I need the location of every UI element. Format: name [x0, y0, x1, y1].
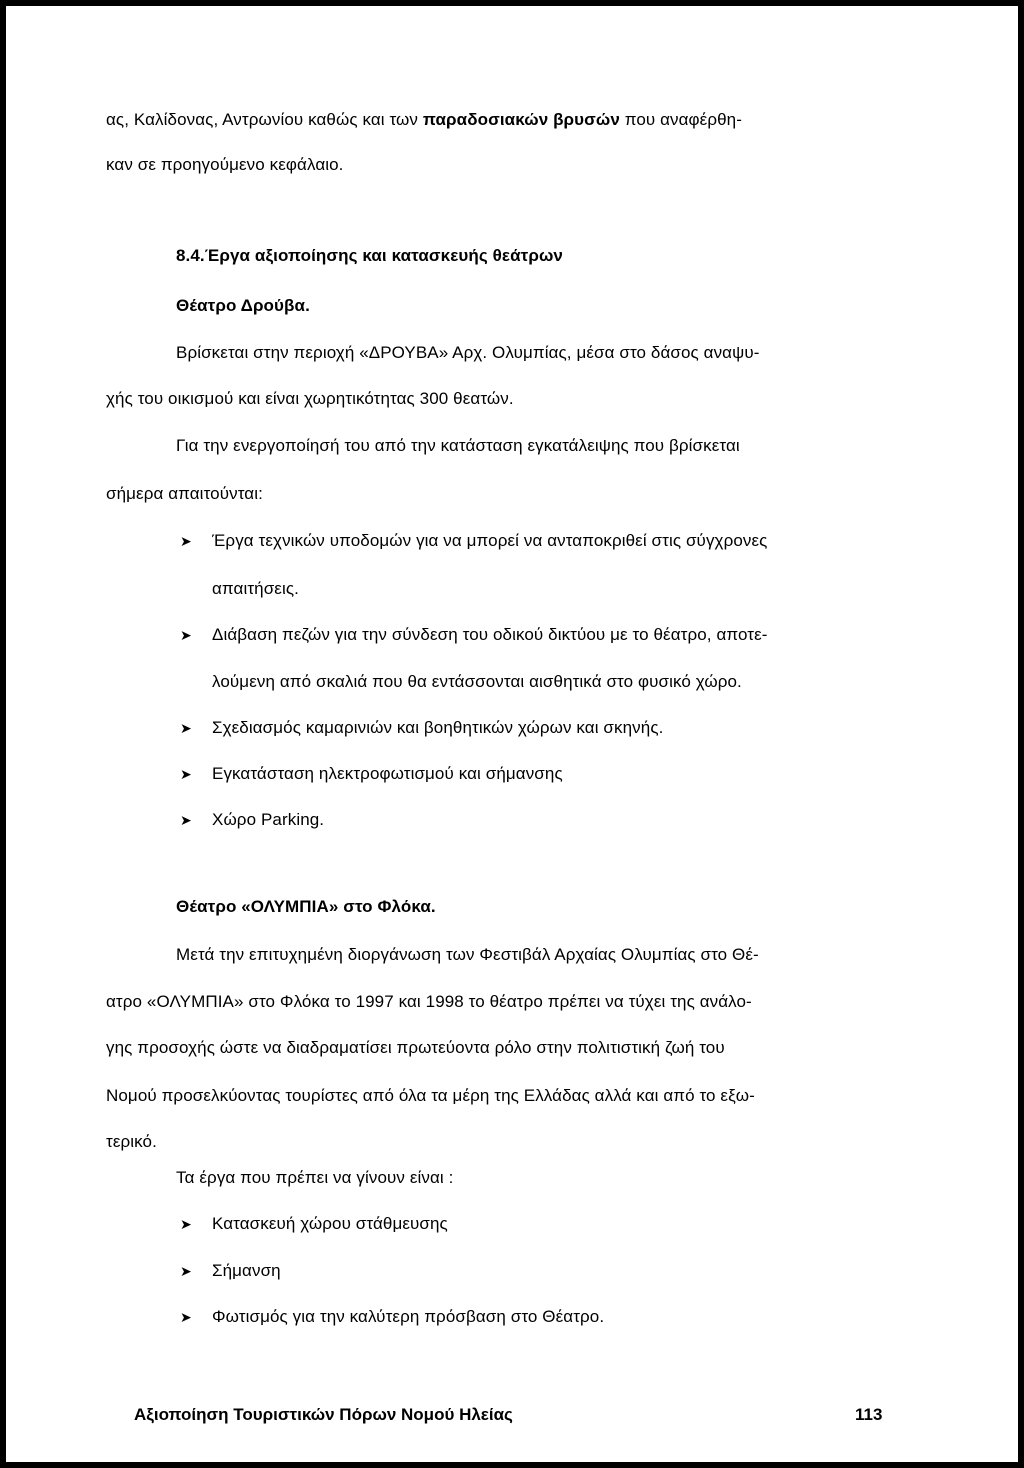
footer-title: Αξιοποίηση Τουριστικών Πόρων Νομού Ηλείας: [134, 1405, 513, 1424]
theatre1-bullet-4: Εγκατάσταση ηλεκτροφωτισμού και σήμανσης: [212, 764, 563, 783]
theatre1-bullet-2: Διάβαση πεζών για την σύνδεση του οδικού δικτύου με το θέατρο, αποτε-: [212, 625, 768, 644]
theatre2-p2: Τα έργα που πρέπει να γίνουν είναι :: [176, 1168, 454, 1187]
theatre1-title: Θέατρο Δρούβα.: [176, 296, 310, 315]
theatre2-p1-line4: Νομού προσελκύοντας τουρίστες από όλα τα μέρη της Ελλάδας αλλά και από το εξω-: [106, 1086, 755, 1105]
arrowhead-bullet-icon: ➤: [180, 1263, 192, 1279]
arrowhead-bullet-icon: ➤: [180, 812, 192, 828]
theatre1-bullet-2-cont: λούμενη από σκαλιά που θα εντάσσονται αισθητικά στο φυσικό χώρο.: [212, 672, 742, 691]
intro-line-1: [106, 109, 742, 131]
theatre1-p1-line2: χής του οικισμού και είναι χωρητικότητας 300 θεατών.: [106, 389, 514, 408]
intro-line-2: καν σε προηγούμενο κεφάλαιο.: [106, 155, 344, 174]
arrowhead-bullet-icon: ➤: [180, 1216, 192, 1232]
theatre2-bullet-3: Φωτισμός για την καλύτερη πρόσβαση στο Θέατρο.: [212, 1307, 605, 1326]
section-heading: 8.4.Έργα αξιοποίησης και κατασκευής θεάτρων: [176, 246, 563, 265]
theatre2-title: Θέατρο «ΟΛΥΜΠΙΑ» στο Φλόκα.: [176, 897, 436, 916]
theatre1-p2-line1: Για την ενεργοποίησή του από την κατάσταση εγκατάλειψης που βρίσκεται: [176, 436, 740, 455]
page-number: 113: [855, 1405, 883, 1424]
theatre2-p1-line3: γης προσοχής ώστε να διαδραματίσει πρωτεύοντα ρόλο στην πολιτιστική ζωή του: [106, 1038, 725, 1057]
theatre1-bullet-5: Χώρο Parking.: [212, 810, 325, 829]
theatre1-bullet-3: Σχεδιασμός καμαρινιών και βοηθητικών χώρων και σκηνής.: [212, 718, 664, 737]
intro-text-a: ας, Καλίδονας, Αντρωνίου καθώς και των: [106, 110, 423, 129]
theatre2-p1-line2: ατρο «ΟΛΥΜΠΙΑ» στο Φλόκα το 1997 και 1998 το θέατρο πρέπει να τύχει της ανάλο-: [106, 992, 752, 1011]
arrowhead-bullet-icon: ➤: [180, 627, 192, 643]
theatre2-p1-line5: τερικό.: [106, 1132, 157, 1151]
theatre1-bullet-1-cont: απαιτήσεις.: [212, 579, 299, 598]
arrowhead-bullet-icon: ➤: [180, 766, 192, 782]
theatre1-p1-line1: Βρίσκεται στην περιοχή «ΔΡΟΥΒΑ» Αρχ. Ολυμπίας, μέσα στο δάσος αναψυ-: [176, 343, 760, 362]
theatre1-p2-line2: σήμερα απαιτούνται:: [106, 484, 263, 503]
intro-text-bold: παραδοσιακών βρυσών: [422, 110, 620, 129]
theatre2-bullet-2: Σήμανση: [212, 1261, 281, 1280]
intro-text-b: που αναφέρθη-: [619, 110, 742, 129]
theatre1-bullet-1: Έργα τεχνικών υποδομών για να μπορεί να ανταποκριθεί στις σύγχρονες: [212, 531, 768, 550]
theatre2-p1-line1: Μετά την επιτυχημένη διοργάνωση των Φεστιβάλ Αρχαίας Ολυμπίας στο Θέ-: [176, 945, 759, 964]
theatre2-bullet-1: Κατασκευή χώρου στάθμευσης: [212, 1214, 448, 1233]
arrowhead-bullet-icon: ➤: [180, 1309, 192, 1325]
arrowhead-bullet-icon: ➤: [180, 720, 192, 736]
arrowhead-bullet-icon: ➤: [180, 533, 192, 549]
